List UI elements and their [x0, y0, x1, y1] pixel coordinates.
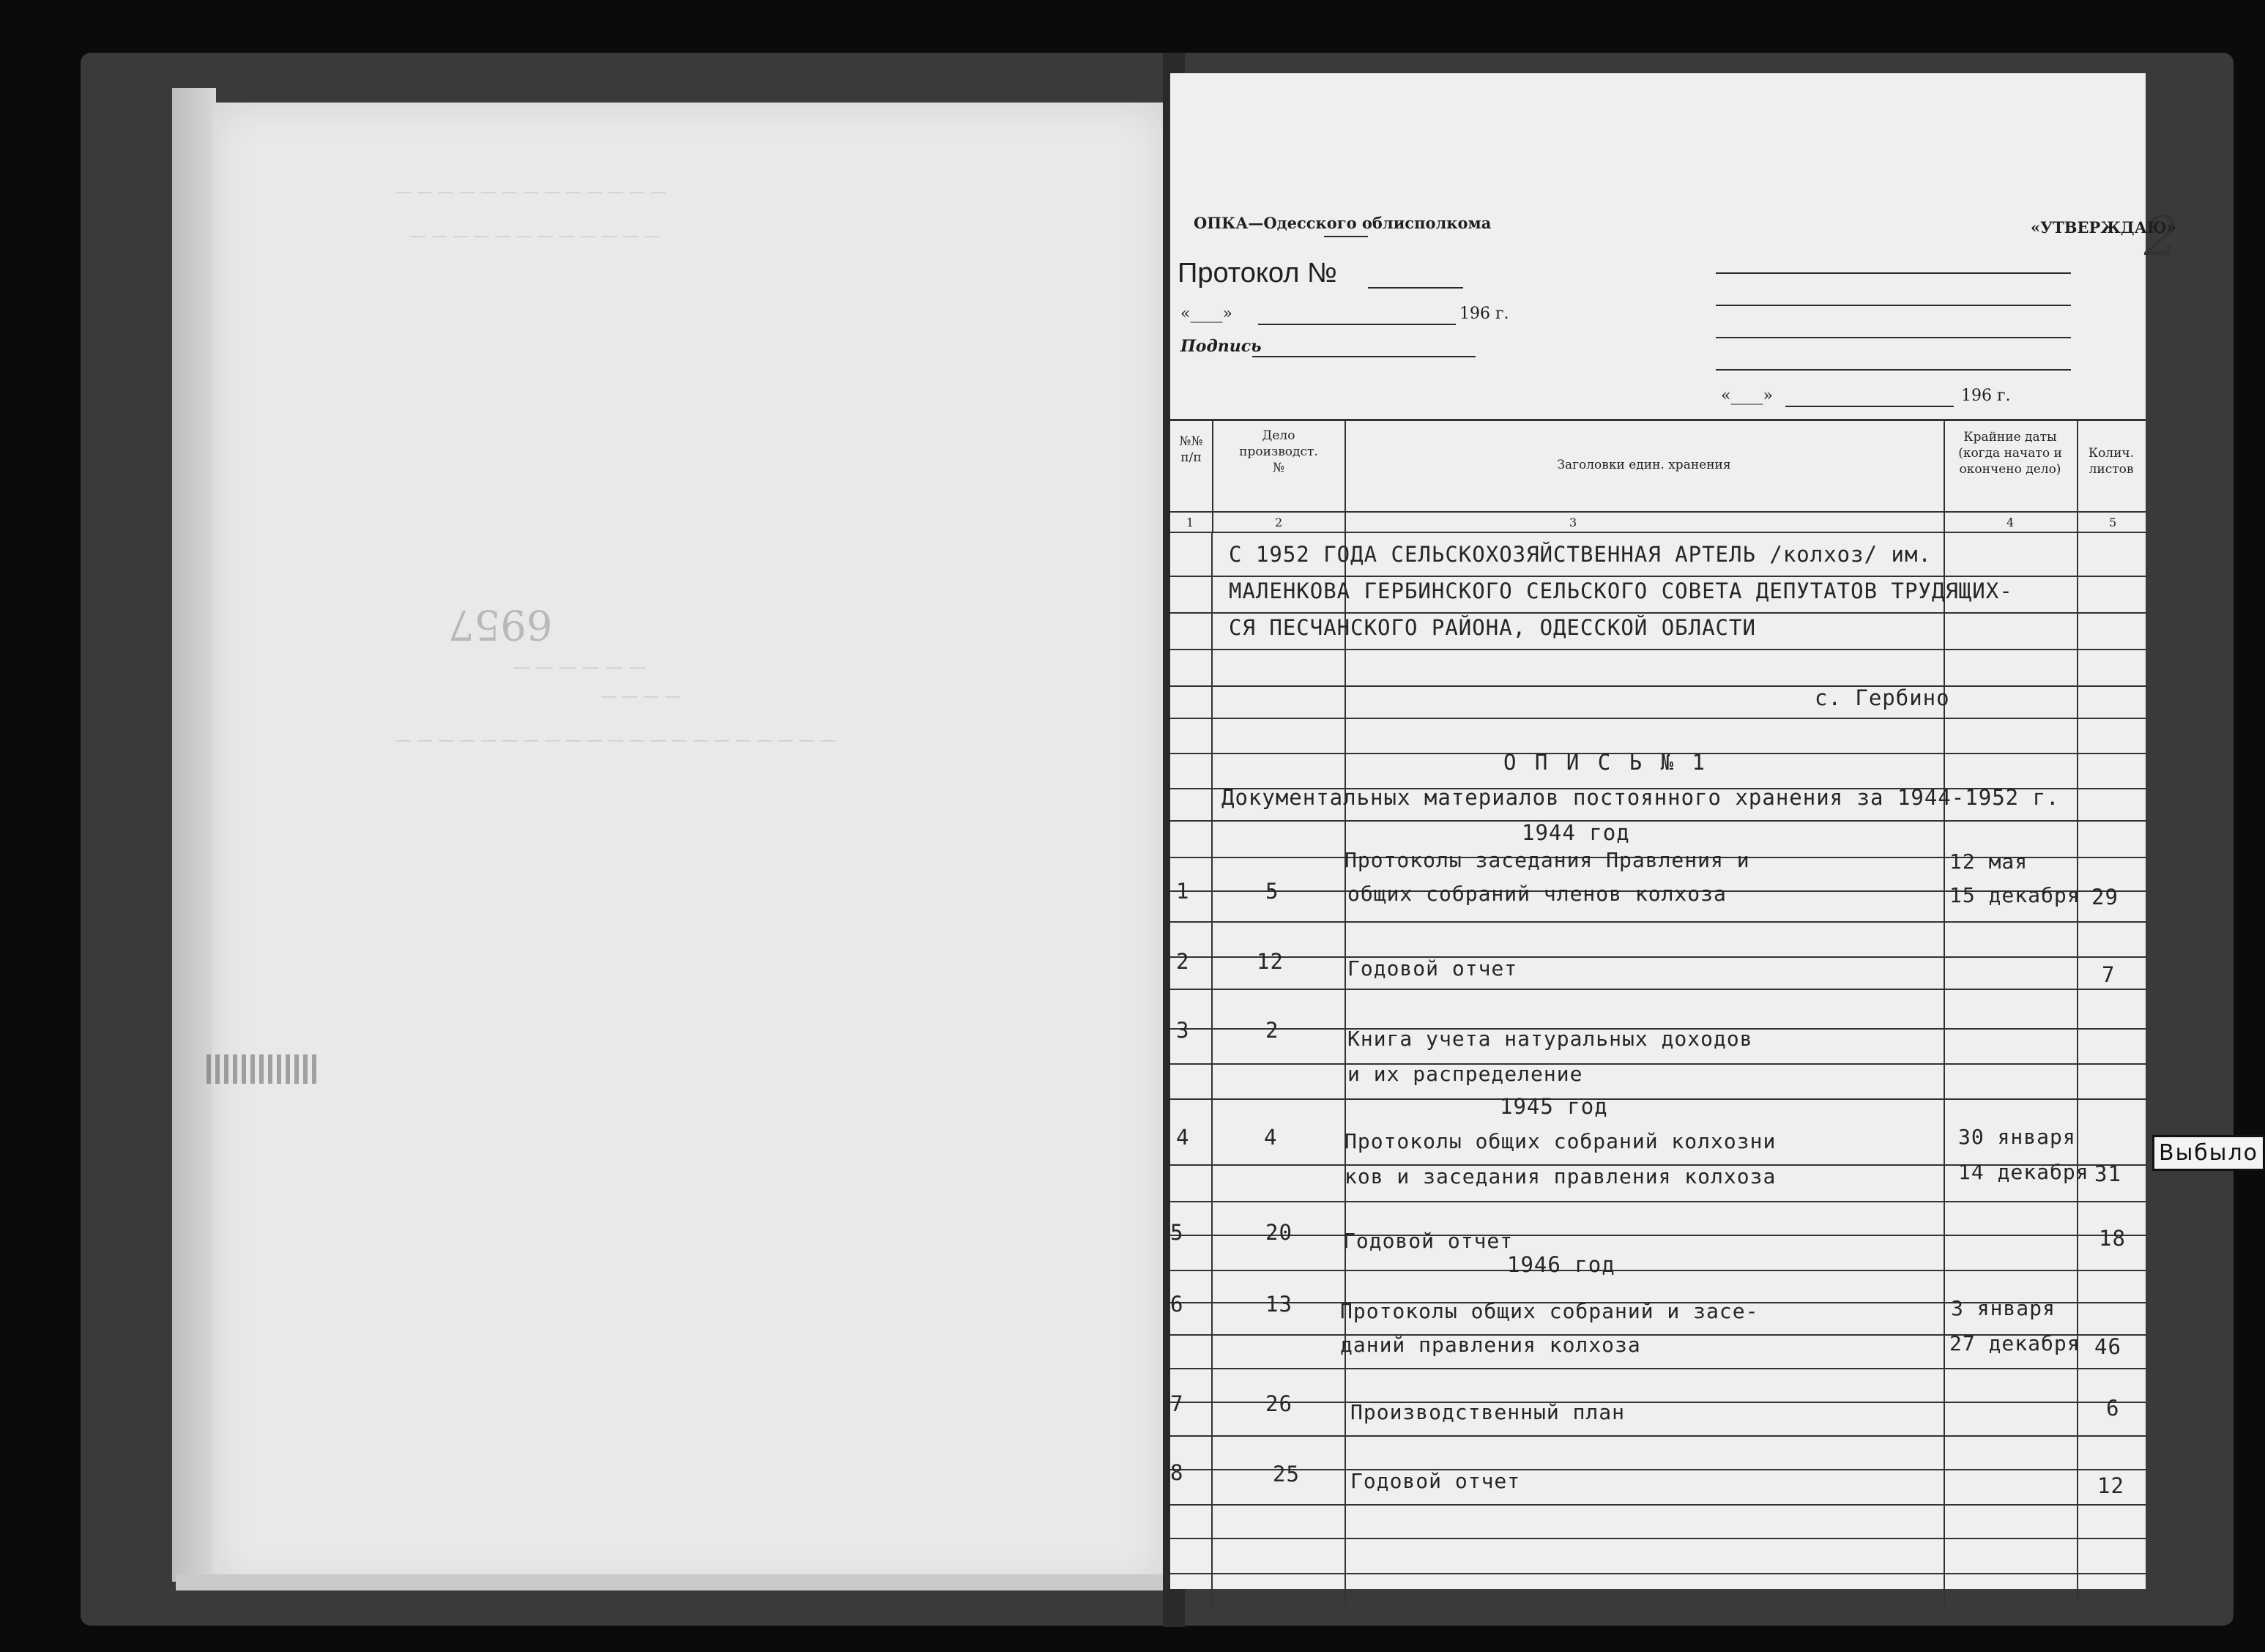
col-number-3: 3	[1569, 516, 1577, 529]
col-number-1: 1	[1186, 516, 1194, 529]
row-sheets: 29	[2091, 885, 2119, 909]
approve-line-2	[1716, 305, 2071, 306]
header-col-3: Заголовки един. хранения	[1557, 458, 1731, 472]
row-title-1: Протоколы общих собраний колхозни	[1345, 1129, 1777, 1153]
rule-r25	[1170, 1435, 2146, 1437]
faint-note-4: — — — —	[600, 688, 680, 707]
faint-note-3: — — — — — —	[513, 659, 647, 680]
protocol-line	[1368, 287, 1463, 289]
approve-line-3	[1716, 337, 2071, 338]
row-title-1: Протоколы общих собраний и засе-	[1340, 1299, 1759, 1323]
row-date-start: 12 мая	[1949, 849, 2028, 874]
fund-title-line-1: С 1952 ГОДА СЕЛЬСКОХОЗЯЙСТВЕННАЯ АРТЕЛЬ /колхоз/ им.	[1229, 542, 1932, 567]
row-sheets: 7	[2102, 962, 2116, 987]
rule-r5	[1170, 718, 2146, 719]
row-delo: 13	[1265, 1292, 1293, 1317]
faint-note-5: — — — — — — — — — — — — — — — — — — — — —	[395, 732, 836, 751]
row-title-1: Годовой отчет	[1343, 1229, 1514, 1253]
rule-r23	[1170, 1368, 2146, 1369]
row-delo: 5	[1265, 879, 1279, 904]
row-delo: 2	[1265, 1018, 1279, 1043]
rule-r15	[1170, 1063, 2146, 1065]
row-number: 2	[1176, 949, 1190, 974]
org-underline	[1324, 236, 1368, 237]
inventory-number-reversed: 6957	[448, 600, 553, 648]
rule-r28	[1170, 1538, 2146, 1539]
sheet-number: 2	[2144, 205, 2179, 268]
header-top-rule	[1170, 419, 2146, 421]
row-sheets: 12	[2097, 1473, 2124, 1498]
rule-r19	[1170, 1235, 2146, 1236]
fund-title-line-2: МАЛЕНКОВА ГЕРБИНСКОГО СЕЛЬСКОГО СОВЕТА ДЕПУТАТОВ ТРУДЯЩИХ-	[1229, 578, 2013, 603]
row-date-end: 14 декабря	[1958, 1160, 2089, 1184]
row-number: 4	[1176, 1125, 1190, 1150]
opis-subtitle: Документальных материалов постоянного хранения за 1944-1952 г.	[1221, 785, 2060, 810]
left-page	[212, 103, 1164, 1589]
signature-line	[1252, 356, 1476, 357]
col-number-2: 2	[1275, 516, 1283, 529]
col-divider-4	[2077, 419, 2078, 1605]
row-date-start: 30 января	[1958, 1125, 2076, 1149]
header-col-5: Колич. листов	[2088, 446, 2135, 477]
row-delo: 20	[1265, 1220, 1293, 1245]
row-title-1: Годовой отчет	[1350, 1469, 1521, 1493]
col-number-5: 5	[2109, 516, 2117, 529]
row-title-1: Протоколы заседания Правления и	[1345, 848, 1750, 872]
fund-title-line-3: СЯ ПЕСЧАНСКОГО РАЙОНА, ОДЕССКОЙ ОБЛАСТИ	[1229, 615, 1756, 640]
row-delo: 25	[1273, 1462, 1300, 1487]
signature-label: Подпись	[1180, 337, 1262, 356]
rule-r3	[1170, 649, 2146, 650]
row-delo: 12	[1257, 949, 1284, 974]
rule-r13	[1170, 989, 2146, 990]
stamp-vybylo: Выбыло	[2152, 1135, 2265, 1171]
row-date-end: 27 декабря	[1949, 1331, 2080, 1355]
row-title-2: общих собраний членов колхоза	[1347, 882, 1727, 906]
row-delo: 4	[1264, 1125, 1278, 1150]
rule-r16	[1170, 1098, 2146, 1100]
col-number-4: 4	[2006, 516, 2015, 529]
rule-r27	[1170, 1504, 2146, 1506]
header-col-2: Дело производст. №	[1239, 428, 1318, 475]
row-number: 3	[1176, 1018, 1190, 1043]
right-page	[1170, 73, 2258, 1589]
side-mark	[207, 1054, 316, 1084]
rule-r20	[1170, 1270, 2146, 1271]
col-divider-1	[1212, 419, 1213, 532]
rule-r4	[1170, 685, 2146, 687]
row-number: 1	[1176, 879, 1190, 904]
rule-r26	[1170, 1469, 2146, 1470]
protocol-label: Протокол №	[1178, 258, 1337, 289]
rule-r1	[1170, 576, 2146, 577]
approve-line-4	[1716, 369, 2071, 371]
faint-note-1: — — — — — — — — — — — — —	[395, 183, 666, 201]
col-divider-1b	[1211, 532, 1213, 1607]
date-quote-left: «____»	[1180, 305, 1232, 323]
header-bottom-rule	[1170, 511, 2146, 513]
row-sheets: 46	[2094, 1334, 2121, 1359]
row-title-2: ков и заседания правления колхоза	[1345, 1164, 1777, 1188]
year-left: 196 г.	[1459, 305, 1509, 323]
approve-line-1	[1716, 272, 2071, 274]
column-number-rule	[1170, 532, 2146, 533]
row-number: 5	[1170, 1220, 1184, 1245]
row-date-start: 3 января	[1951, 1296, 2056, 1320]
row-sheets: 31	[2094, 1161, 2121, 1186]
date-quote-right: «____»	[1721, 387, 1773, 405]
row-title-2: и их распределение	[1347, 1062, 1583, 1086]
date-line-right	[1785, 406, 1954, 407]
row-title-1: Годовой отчет	[1347, 956, 1518, 981]
row-number: 6	[1170, 1292, 1184, 1317]
year-1944: 1944 год	[1522, 820, 1630, 845]
rule-r12	[1170, 956, 2146, 958]
date-line-left	[1258, 324, 1456, 325]
village-name: с. Гербино	[1815, 685, 1950, 710]
org-header: ОПКА—Одесского облисполкома	[1194, 214, 1492, 232]
opis-heading: О П И С Ь № 1	[1503, 750, 1708, 775]
rule-r29	[1170, 1573, 2146, 1574]
rule-r8	[1170, 820, 2146, 822]
row-title-2: даний правления колхоза	[1340, 1333, 1641, 1357]
row-number: 8	[1170, 1460, 1184, 1485]
header-col-4: Крайние даты (когда начато и окончено дело)	[1958, 430, 2062, 477]
cover-edge	[172, 88, 216, 1582]
row-title-1: Книга учета натуральных доходов	[1347, 1027, 1753, 1051]
rule-r24	[1170, 1402, 2146, 1403]
row-sheets: 18	[2099, 1226, 2126, 1251]
faint-note-2: — — — — — — — — — — — —	[410, 227, 660, 245]
year-right: 196 г.	[1961, 387, 2011, 405]
row-number: 7	[1170, 1391, 1184, 1416]
year-1945: 1945 год	[1500, 1094, 1608, 1119]
rule-r11	[1170, 921, 2146, 923]
row-delo: 26	[1265, 1391, 1293, 1416]
approve-label: «УТВЕРЖДАЮ»	[2031, 218, 2176, 237]
year-1946: 1946 год	[1507, 1252, 1615, 1277]
header-col-1: №№ п/п	[1179, 434, 1203, 465]
row-title-1: Производственный план	[1350, 1400, 1626, 1424]
rule-r2	[1170, 612, 2146, 614]
page-bottom-edge	[176, 1574, 1172, 1590]
row-date-end: 15 декабря	[1949, 883, 2080, 907]
row-sheets: 6	[2106, 1396, 2120, 1421]
rule-r18	[1170, 1201, 2146, 1202]
